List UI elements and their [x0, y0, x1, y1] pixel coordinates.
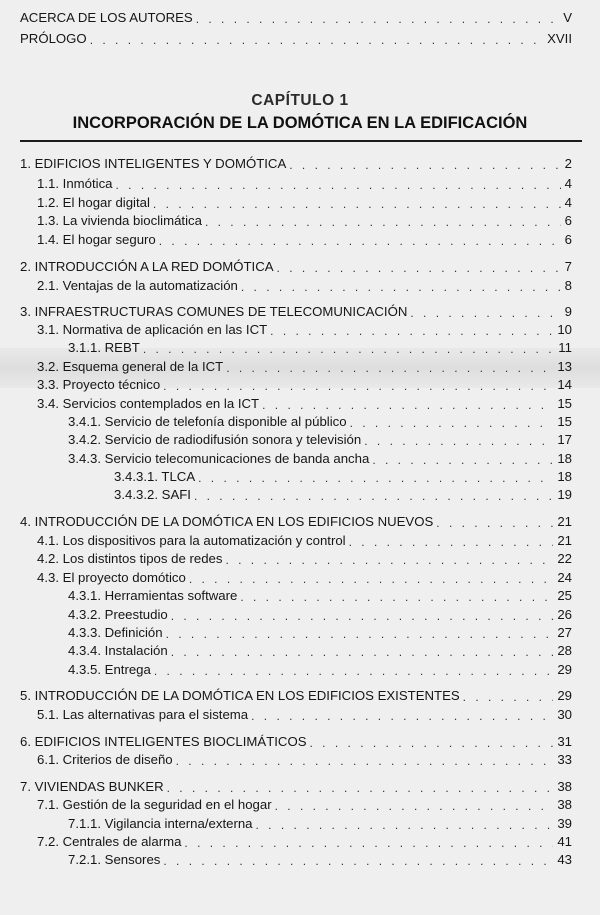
leader-dots	[372, 453, 553, 467]
leader-dots	[262, 398, 553, 412]
toc-subsubsection	[0, 451, 600, 467]
toc-subsubsubsection	[0, 469, 600, 485]
entry-title: ACERCA DE LOS AUTORES	[20, 10, 193, 25]
toc-section	[0, 304, 600, 320]
entry-title: PRÓLOGO	[20, 31, 87, 46]
leader-dots	[189, 572, 554, 586]
entry-title: 7.2. Centrales de alarma	[37, 834, 182, 849]
entry-title: 1.4. El hogar seguro	[37, 232, 156, 247]
entry-title: 3.4.3.1. TLCA	[114, 469, 196, 484]
entry-page-number: 39	[557, 816, 572, 831]
leader-dots	[270, 324, 553, 338]
toc-subsubsection	[0, 625, 600, 641]
leader-dots	[225, 553, 553, 567]
leader-dots	[194, 489, 553, 503]
entry-title: 6. EDIFICIOS INTELIGENTES BIOCLIMÁTICOS	[20, 734, 307, 749]
entry-title: 2. INTRODUCCIÓN A LA RED DOMÓTICA	[20, 259, 274, 274]
leader-dots	[167, 781, 554, 795]
entry-title: 3. INFRAESTRUCTURAS COMUNES DE TELECOMUNICACIÓN	[20, 304, 408, 319]
leader-dots	[163, 854, 553, 868]
entry-page-number: 6	[564, 232, 572, 247]
toc-subsubsection	[0, 432, 600, 448]
entry-page-number: 21	[557, 533, 572, 548]
toc-subsection	[0, 752, 600, 768]
entry-page-number: 24	[557, 570, 572, 585]
entry-page-number: 27	[557, 625, 572, 640]
entry-title: 5.1. Las alternativas para el sistema	[37, 707, 249, 722]
toc-section	[0, 259, 600, 275]
entry-page-number: 9	[564, 304, 572, 319]
toc-subsection	[0, 551, 600, 567]
toc-subsection	[0, 359, 600, 375]
entry-page-number: 14	[557, 377, 572, 392]
entry-title: 2.1. Ventajas de la automatización	[37, 278, 238, 293]
leader-dots	[350, 416, 554, 430]
leader-dots	[153, 197, 561, 211]
toc-subsubsection	[0, 852, 600, 868]
entry-page-number: V	[563, 10, 572, 25]
toc-subsection	[0, 797, 600, 813]
toc-subsection	[0, 195, 600, 211]
entry-title: 4.3.2. Preestudio	[68, 607, 168, 622]
toc-subsubsection	[0, 607, 600, 623]
leader-dots	[171, 609, 554, 623]
toc-subsubsection	[0, 414, 600, 430]
toc-subsubsection	[0, 588, 600, 604]
leader-dots	[163, 379, 553, 393]
entry-page-number: 38	[557, 779, 572, 794]
leader-dots	[116, 178, 561, 192]
entry-title: 3.4.1. Servicio de telefonía disponible al público	[68, 414, 347, 429]
leader-dots	[171, 645, 554, 659]
entry-page-number: 43	[557, 852, 572, 867]
toc-subsection	[0, 213, 600, 229]
toc-subsection	[0, 322, 600, 338]
entry-page-number: 30	[557, 707, 572, 722]
toc-subsection	[0, 176, 600, 192]
entry-page-number: 4	[564, 176, 572, 191]
entry-title: 3.4. Servicios contemplados en la ICT	[37, 396, 260, 411]
toc-subsubsection	[0, 816, 600, 832]
entry-page-number: 7	[564, 259, 572, 274]
entry-title: 7.1. Gestión de la seguridad en el hogar	[37, 797, 272, 812]
toc-subsubsection	[0, 662, 600, 678]
entry-page-number: 25	[557, 588, 572, 603]
toc-section	[0, 688, 600, 704]
leader-dots	[289, 158, 560, 172]
entry-title: 3.3. Proyecto técnico	[37, 377, 161, 392]
entry-title: 3.1.1. REBT	[68, 340, 140, 355]
entry-page-number: 29	[557, 688, 572, 703]
toc-section	[0, 514, 600, 530]
entry-page-number: 18	[557, 451, 572, 466]
toc-subsection	[0, 377, 600, 393]
leader-dots	[205, 215, 561, 229]
leader-dots	[196, 12, 559, 26]
leader-dots	[310, 736, 554, 750]
leader-dots	[198, 471, 553, 485]
toc-entry-prologue	[0, 31, 600, 47]
entry-title: 7. VIVIENDAS BUNKER	[20, 779, 164, 794]
entry-title: 4.3.4. Instalación	[68, 643, 168, 658]
toc-section	[0, 779, 600, 795]
entry-page-number: 8	[564, 278, 572, 293]
entry-page-number: 28	[557, 643, 572, 658]
entry-page-number: 38	[557, 797, 572, 812]
entry-page-number: 15	[557, 396, 572, 411]
entry-title: 3.2. Esquema general de la ICT	[37, 359, 224, 374]
leader-dots	[159, 234, 561, 248]
entry-page-number: 15	[557, 414, 572, 429]
toc-subsubsubsection	[0, 487, 600, 503]
toc-subsection	[0, 278, 600, 294]
entry-page-number: 19	[557, 487, 572, 502]
entry-page-number: 13	[557, 359, 572, 374]
leader-dots	[241, 280, 561, 294]
toc-subsection	[0, 396, 600, 412]
leader-dots	[143, 342, 554, 356]
entry-page-number: 33	[557, 752, 572, 767]
entry-title: 5. INTRODUCCIÓN DE LA DOMÓTICA EN LOS EDIFICIOS EXISTENTES	[20, 688, 460, 703]
toc-subsection	[0, 707, 600, 723]
entry-page-number: 26	[557, 607, 572, 622]
entry-title: 4. INTRODUCCIÓN DE LA DOMÓTICA EN LOS EDIFICIOS NUEVOS	[20, 514, 434, 529]
entry-page-number: 6	[564, 213, 572, 228]
toc-section	[0, 156, 600, 172]
entry-page-number: 10	[557, 322, 572, 337]
entry-title: 1.1. Inmótica	[37, 176, 113, 191]
chapter-rule	[20, 140, 582, 142]
entry-page-number: 17	[557, 432, 572, 447]
toc-section	[0, 734, 600, 750]
entry-page-number: 18	[557, 469, 572, 484]
entry-title: 4.3. El proyecto domótico	[37, 570, 186, 585]
entry-page-number: 41	[557, 834, 572, 849]
entry-title: 4.1. Los dispositivos para la automatización y control	[37, 533, 346, 548]
entry-title: 7.1.1. Vigilancia interna/externa	[68, 816, 253, 831]
leader-dots	[256, 818, 554, 832]
leader-dots	[364, 434, 553, 448]
leader-dots	[436, 516, 553, 530]
leader-dots	[463, 690, 554, 704]
leader-dots	[240, 590, 553, 604]
leader-dots	[184, 836, 553, 850]
entry-title: 1.2. El hogar digital	[37, 195, 150, 210]
toc-entry-authors	[0, 10, 600, 26]
entry-title: 3.4.2. Servicio de radiodifusión sonora y televisión	[68, 432, 362, 447]
chapter-label: CAPÍTULO 1	[251, 92, 349, 109]
entry-page-number: 21	[557, 514, 572, 529]
entry-title: 4.2. Los distintos tipos de redes	[37, 551, 223, 566]
entry-page-number: 11	[558, 340, 572, 355]
leader-dots	[349, 535, 554, 549]
leader-dots	[154, 664, 553, 678]
leader-dots	[277, 261, 561, 275]
entry-page-number: 2	[564, 156, 572, 171]
entry-title: 6.1. Criterios de diseño	[37, 752, 173, 767]
leader-dots	[410, 306, 560, 320]
entry-title: 3.1. Normativa de aplicación en las ICT	[37, 322, 268, 337]
entry-title: 4.3.5. Entrega	[68, 662, 151, 677]
entry-page-number: XVII	[547, 31, 572, 46]
entry-page-number: 22	[557, 551, 572, 566]
entry-page-number: 31	[557, 734, 572, 749]
entry-title: 1.3. La vivienda bioclimática	[37, 213, 202, 228]
entry-title: 3.4.3.2. SAFI	[114, 487, 191, 502]
leader-dots	[226, 361, 553, 375]
toc-subsubsection	[0, 643, 600, 659]
entry-title: 1. EDIFICIOS INTELIGENTES Y DOMÓTICA	[20, 156, 287, 171]
entry-page-number: 29	[557, 662, 572, 677]
toc-subsection	[0, 232, 600, 248]
entry-title: 4.3.3. Definición	[68, 625, 163, 640]
toc-subsubsection	[0, 340, 600, 356]
entry-page-number: 4	[564, 195, 572, 210]
leader-dots	[251, 709, 553, 723]
chapter-title: INCORPORACIÓN DE LA DOMÓTICA EN LA EDIFICACIÓN	[72, 114, 528, 132]
leader-dots	[176, 754, 554, 768]
toc-subsection	[0, 570, 600, 586]
entry-title: 3.4.3. Servicio telecomunicaciones de banda ancha	[68, 451, 370, 466]
leader-dots	[275, 799, 554, 813]
entry-title: 7.2.1. Sensores	[68, 852, 161, 867]
leader-dots	[90, 33, 543, 47]
entry-title: 4.3.1. Herramientas software	[68, 588, 238, 603]
leader-dots	[166, 627, 554, 641]
toc-subsection	[0, 834, 600, 850]
toc-subsection	[0, 533, 600, 549]
